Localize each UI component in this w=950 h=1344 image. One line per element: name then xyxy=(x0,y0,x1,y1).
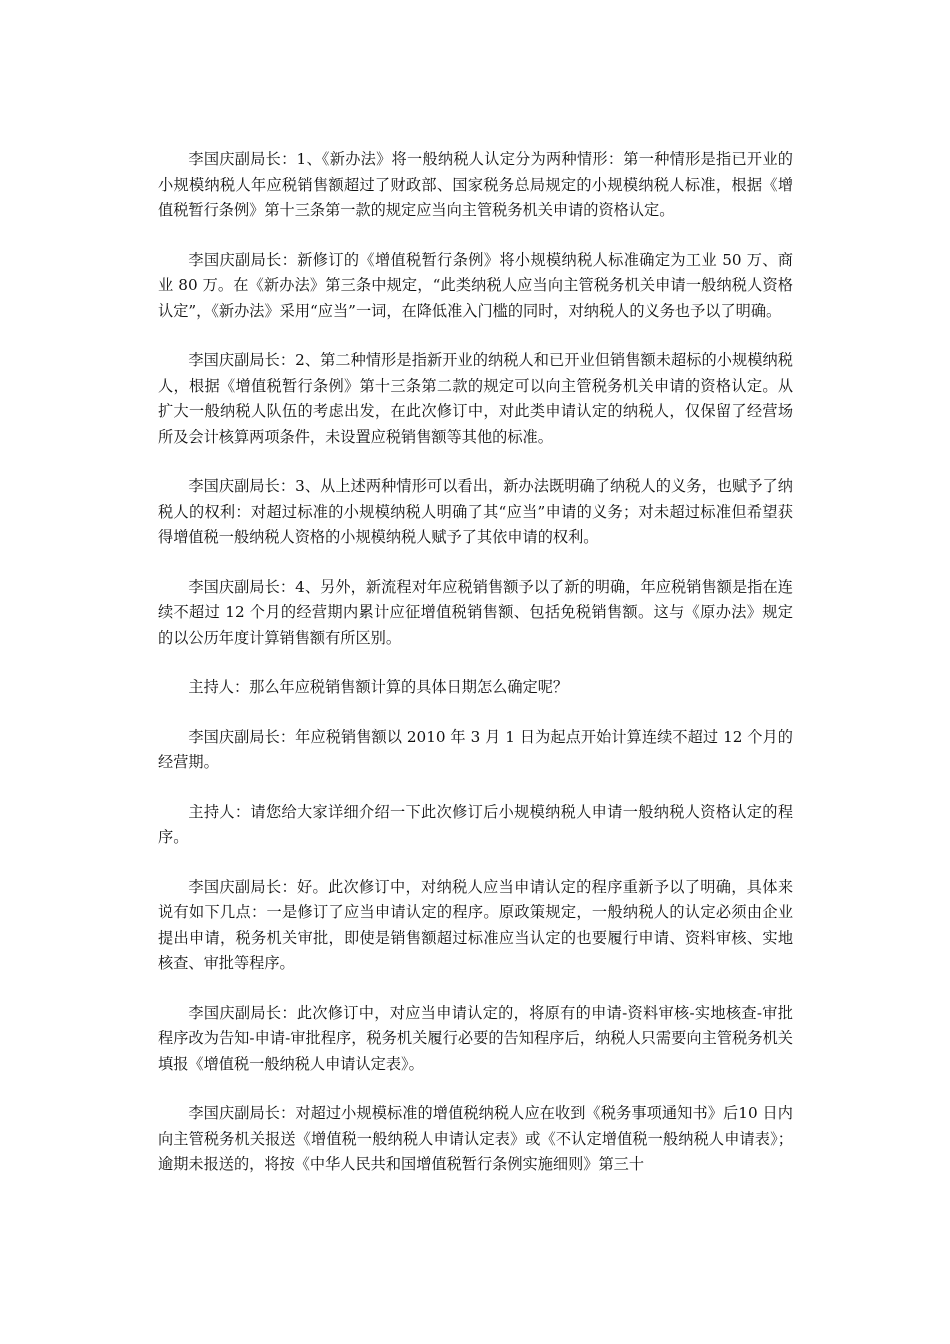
paragraph-8: 主持人：请您给大家详细介绍一下此次修订后小规模纳税人申请一般纳税人资格认定的程序。 xyxy=(158,802,793,846)
paragraph-2: 李国庆副局长：新修订的《增值税暂行条例》将小规模纳税人标准确定为工业 50 万、商业 80 万。在《新办法》第三条中规定，“此类纳税人应当向主管税务机关申请一般纳税人资格认定”，《新办法》采用“应当”一词，在降低准入门槛的同时，对纳税人的义务也予以了明确。 xyxy=(158,250,793,320)
paragraph-6: 主持人：那么年应税销售额计算的具体日期怎么确定呢？ xyxy=(188,678,569,696)
document-body xyxy=(158,147,793,1202)
paragraph-9: 李国庆副局长：好。此次修订中，对纳税人应当申请认定的程序重新予以了明确，具体来说有如下几点：一是修订了应当申请认定的程序。原政策规定，一般纳税人的认定必须由企业提出申请，税务机关审批，即使是销售额超过标准应当认定的也要履行申请、资料审核、实地核查、审批等程序。 xyxy=(158,877,793,972)
paragraph-11: 李国庆副局长：对超过小规模标准的增值税纳税人应在收到《税务事项通知书》后10 日内向主管税务机关报送《增值税一般纳税人申请认定表》或《不认定增值税一般纳税人申请表》；逾期未报送的，将按《中华人民共和国增值税暂行条例实施细则》第三十 xyxy=(158,1104,793,1173)
paragraph-1: 李国庆副局长：1、《新办法》将一般纳税人认定分为两种情形：第一种情形是指已开业的小规模纳税人年应税销售额超过了财政部、国家税务总局规定的小规模纳税人标准，根据《增值税暂行条例》第十三条第一款的规定应当向主管税务机关申请的资格认定。 xyxy=(158,150,793,219)
paragraph-5: 李国庆副局长：4、另外，新流程对年应税销售额予以了新的明确，年应税销售额是指在连续不超过 12 个月的经营期内累计应征增值税销售额、包括免税销售额。这与《原办法》规定的以公历年度计算销售额有所区别。 xyxy=(158,577,793,647)
paragraph-3: 李国庆副局长：2、第二种情形是指新开业的纳税人和已开业但销售额未超标的小规模纳税人，根据《增值税暂行条例》第十三条第二款的规定可以向主管税务机关申请的资格认定。从扩大一般纳税人队伍的考虑出发，在此次修订中，对此类申请认定的纳税人，仅保留了经营场所及会计核算两项条件，未设置应税销售额等其他的标准。 xyxy=(158,351,793,446)
paragraph-7: 李国庆副局长：年应税销售额以 2010 年 3 月 1 日为起点开始计算连续不超过 12 个月的经营期。 xyxy=(158,727,793,771)
paragraph-4: 李国庆副局长：3、从上述两种情形可以看出，新办法既明确了纳税人的义务，也赋予了纳税人的权利：对超过标准的小规模纳税人明确了其“应当”申请的义务；对未超过标准但希望获得增值税一般纳税人资格的小规模纳税人赋予了其依申请的权利。 xyxy=(158,477,793,546)
paragraph-10: 李国庆副局长：此次修订中，对应当申请认定的，将原有的申请-资料审核-实地核查-审批程序改为告知-申请-审批程序，税务机关履行必要的告知程序后，纳税人只需要向主管税务机关填报《增值税一般纳税人申请认定表》。 xyxy=(158,1003,793,1073)
